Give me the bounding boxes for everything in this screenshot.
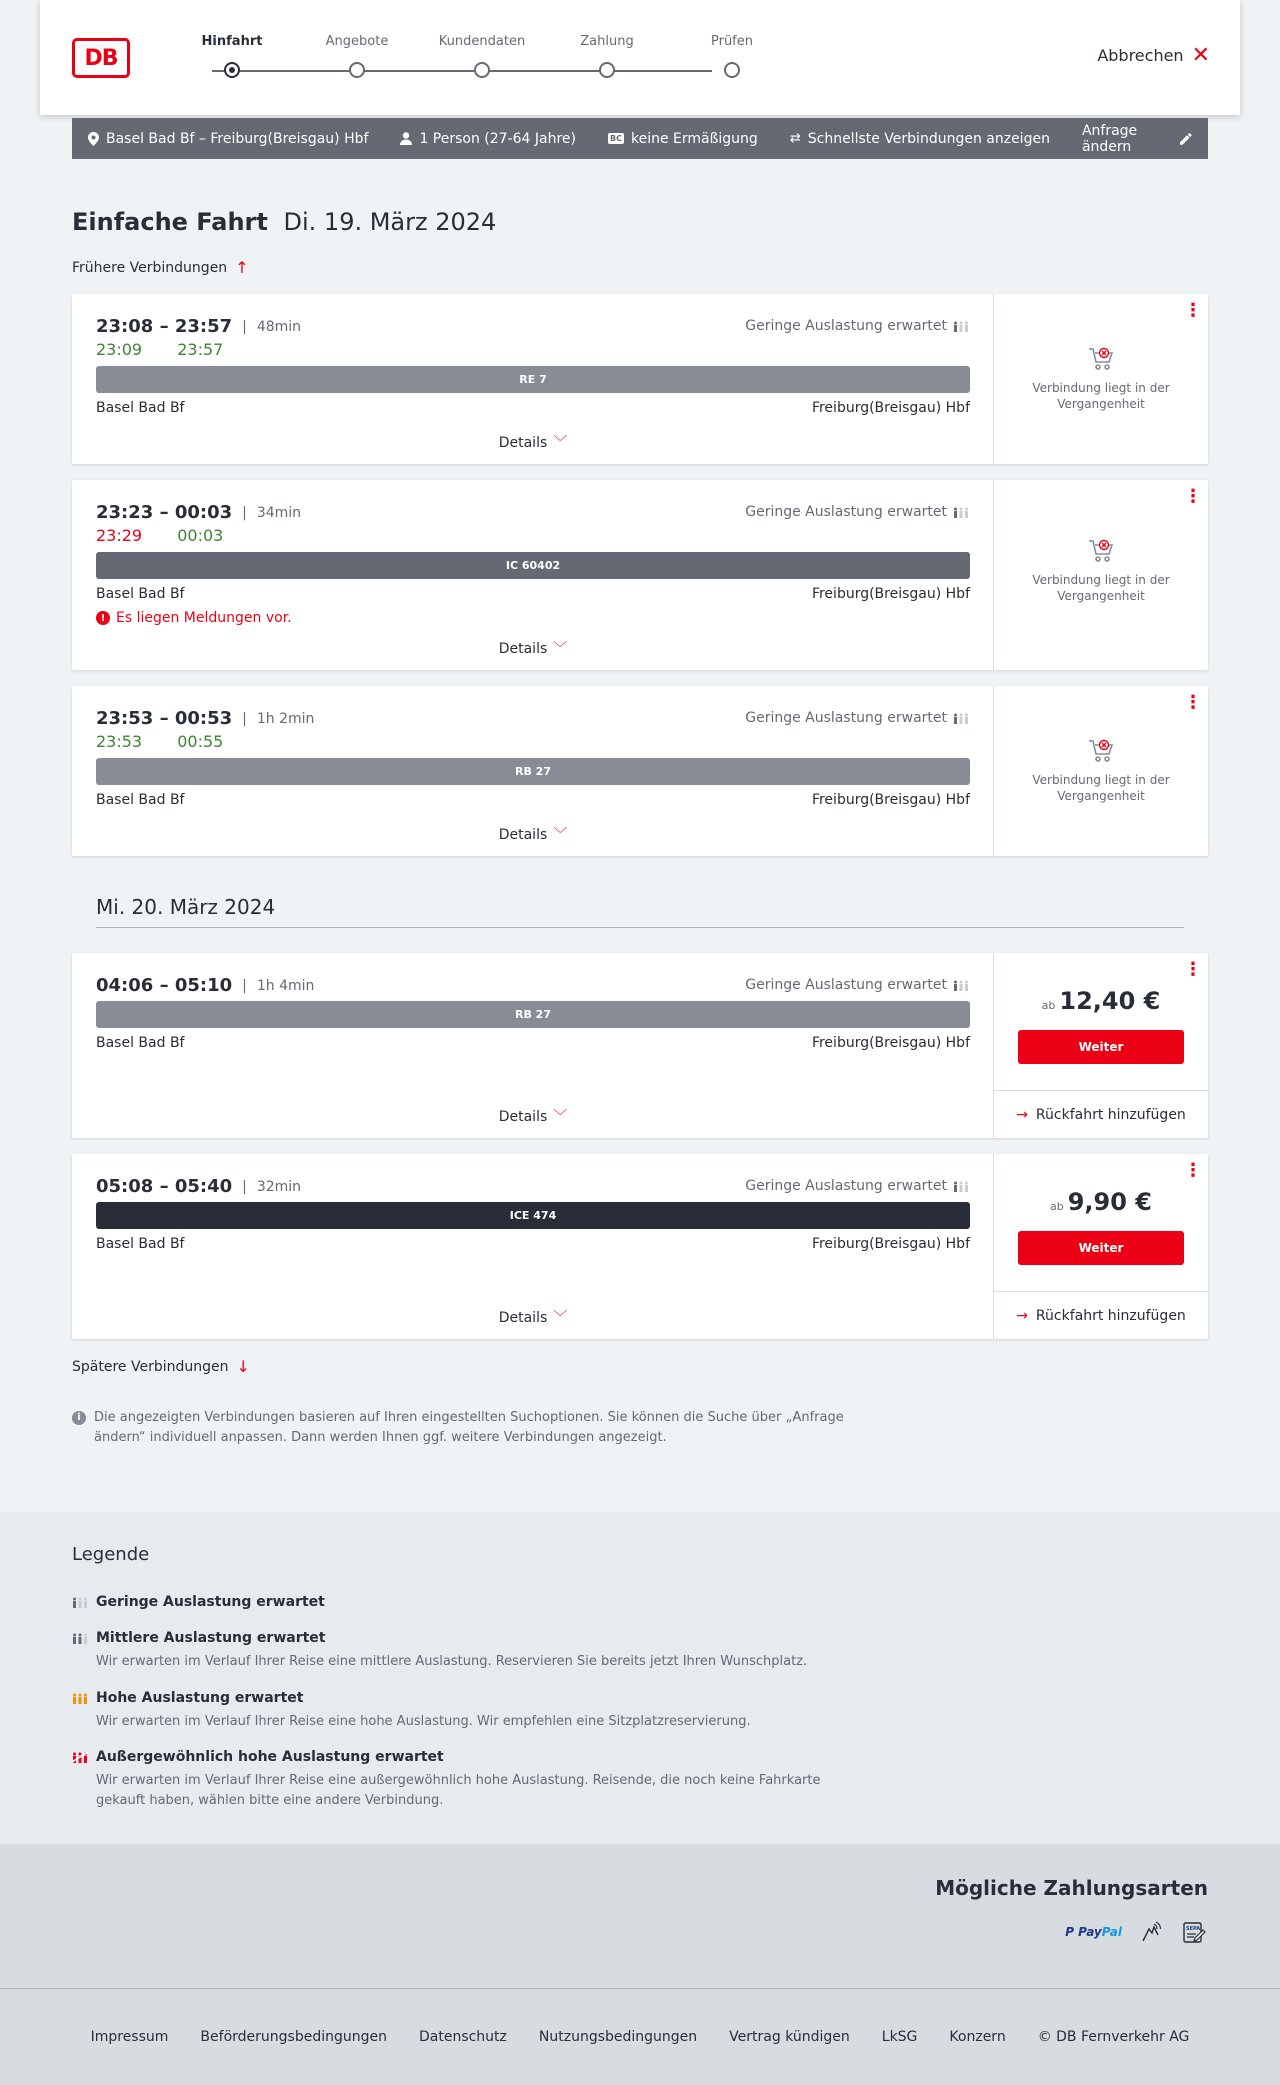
info-icon: i <box>72 1411 86 1425</box>
connection-times: 23:08 – 23:57 | 48min <box>96 316 302 337</box>
trip-date: Di. 19. März 2024 <box>283 208 497 236</box>
summary-route: Basel Bad Bf – Freiburg(Breisgau) Hbf <box>88 131 368 147</box>
step-zahlung <box>557 34 657 54</box>
legend <box>0 1512 1280 1844</box>
connection-main[interactable] <box>72 480 994 670</box>
duration: 1h 2min <box>256 710 315 727</box>
payment-methods <box>0 1844 1280 1988</box>
realtime-departure: 23:29 <box>96 526 143 545</box>
stations <box>96 400 970 416</box>
footer-link-lksg[interactable]: LkSG <box>881 2029 918 2045</box>
copyright: © DB Fernverkehr AG <box>1037 2029 1190 2045</box>
search-info: i Die angezeigten Verbindungen basieren auf Ihren eingestellten Suchoptionen. Sie können die Suche über „Anfrage ändern“ individuell anpassen. Dann werden Ihnen ggf. weitere Verbindungen angezeigt. <box>72 1408 872 1448</box>
details-toggle[interactable]: Details ﹀ <box>498 827 568 843</box>
train-bar[interactable]: RB 27 <box>96 1001 970 1028</box>
chevron-down-icon: ﹀ <box>553 1109 568 1125</box>
from-station: Basel Bad Bf <box>96 792 185 808</box>
footer-link-befoerderungsbedingungen[interactable]: Beförderungsbedingungen <box>200 2029 387 2045</box>
step-hinfahrt[interactable] <box>182 34 282 54</box>
cart-unavailable-icon <box>1087 538 1115 564</box>
db-logo[interactable]: DB <box>72 38 130 78</box>
continue-button[interactable]: Weiter <box>1018 1030 1184 1064</box>
step-dot <box>599 62 615 78</box>
arrow-right-icon: → <box>1016 1307 1028 1324</box>
step-label: Angebote <box>325 34 389 49</box>
footer-link-vertrag-kuendigen[interactable]: Vertrag kündigen <box>729 2029 850 2045</box>
progress-steps <box>182 34 753 84</box>
arrow-up-icon: ↑ <box>235 258 249 277</box>
stations <box>96 1236 970 1252</box>
realtime-arrival: 00:03 <box>177 526 224 545</box>
payment-title: Mögliche Zahlungsarten <box>935 1876 1208 1900</box>
offer-panel <box>994 1154 1208 1339</box>
occupancy-low-icon <box>953 1180 969 1192</box>
step-angebote <box>307 34 407 54</box>
occupancy-low-icon <box>953 320 969 332</box>
close-icon: ✕ <box>1191 42 1210 68</box>
step-label: Kundendaten <box>438 34 526 49</box>
past-connection-message: Verbindung liegt in der Vergangenheit <box>994 538 1208 604</box>
occupancy: Geringe Auslastung erwartet <box>745 1178 969 1194</box>
connection-card <box>72 1154 1208 1339</box>
details-toggle[interactable]: Details ﹀ <box>498 435 568 451</box>
alert-icon: ! <box>96 611 110 625</box>
day-separator: Mi. 20. März 2024 <box>96 895 1184 928</box>
location-pin-icon <box>88 132 99 146</box>
swap-arrows-icon: ⇄ <box>789 131 801 146</box>
cancel-button[interactable] <box>1097 42 1210 68</box>
offer-panel <box>994 953 1208 1138</box>
connection-main[interactable] <box>72 294 994 464</box>
cancel-label: Abbrechen <box>1097 46 1184 65</box>
occupancy-low-icon <box>953 506 969 518</box>
to-station: Freiburg(Breisgau) Hbf <box>811 1035 970 1051</box>
cart-unavailable-icon <box>1087 738 1115 764</box>
disruption-notice: ! Es liegen Meldungen vor. <box>96 610 292 626</box>
add-return-trip-button[interactable]: → Rückfahrt hinzufügen <box>994 1291 1208 1339</box>
realtime <box>96 340 253 359</box>
search-summary-bar <box>72 118 1208 159</box>
change-request-button[interactable]: Anfrage ändern <box>1082 123 1192 155</box>
step-kundendaten <box>432 34 532 54</box>
occupancy-mid-icon <box>72 1632 88 1644</box>
connection-times: 04:06 – 05:10 | 1h 4min <box>96 975 315 996</box>
price: ab 9,90 € <box>1049 1188 1152 1216</box>
summary-discount: BC keine Ermäßigung <box>610 130 758 147</box>
more-options-icon[interactable]: ⋮ <box>1184 300 1202 321</box>
legend-item: Mittlere Auslastung erwartet Wir erwarten im Verlauf Ihrer Reise eine mittlere Auslastung. Reservieren Sie bereits jetzt Ihren Wunschplatz. <box>72 1630 872 1672</box>
footer-link-datenschutz[interactable]: Datenschutz <box>418 2029 507 2045</box>
to-station: Freiburg(Breisgau) Hbf <box>811 792 970 808</box>
occupancy-high-icon <box>72 1692 88 1704</box>
stations <box>96 586 970 602</box>
progress-line <box>212 70 712 72</box>
chevron-down-icon: ﹀ <box>553 435 568 451</box>
footer-link-konzern[interactable]: Konzern <box>949 2029 1006 2045</box>
more-options-icon[interactable]: ⋮ <box>1184 959 1202 980</box>
duration: 48min <box>256 318 302 335</box>
step-dot <box>224 62 240 78</box>
more-options-icon[interactable]: ⋮ <box>1184 486 1202 507</box>
realtime <box>96 732 253 751</box>
train-bar[interactable]: IC 60402 <box>96 552 970 579</box>
connection-main[interactable] <box>72 686 994 856</box>
occupancy: Geringe Auslastung erwartet <box>745 977 969 993</box>
from-station: Basel Bad Bf <box>96 1035 185 1051</box>
details-toggle[interactable]: Details ﹀ <box>498 1109 568 1125</box>
connection-times: 23:53 – 00:53 | 1h 2min <box>96 708 315 729</box>
duration: 1h 4min <box>256 977 315 994</box>
duration: 32min <box>256 1178 302 1195</box>
realtime-arrival: 00:55 <box>177 732 224 751</box>
connection-card <box>72 294 1208 464</box>
realtime <box>96 526 253 545</box>
connection-card <box>72 953 1208 1138</box>
sepa-direct-debit-icon <box>1182 1920 1208 1944</box>
realtime-arrival: 23:57 <box>177 340 224 359</box>
connection-times: 05:08 – 05:40 | 32min <box>96 1176 302 1197</box>
pencil-icon <box>1180 132 1192 146</box>
footer-link-impressum[interactable]: Impressum <box>90 2029 169 2045</box>
past-connection-message: Verbindung liegt in der Vergangenheit <box>994 738 1208 804</box>
connection-main[interactable] <box>72 1154 994 1339</box>
connection-card <box>72 480 1208 670</box>
offer-panel <box>994 686 1208 856</box>
arrow-down-icon: ↓ <box>236 1357 250 1376</box>
step-dot <box>349 62 365 78</box>
occupancy: Geringe Auslastung erwartet <box>745 504 969 520</box>
details-toggle[interactable]: Details ﹀ <box>498 641 568 657</box>
credit-card-contactless-icon <box>1140 1920 1164 1944</box>
train-bar[interactable]: RB 27 <box>96 758 970 785</box>
occupancy-low-icon <box>72 1596 88 1608</box>
chevron-down-icon: ﹀ <box>553 1310 568 1326</box>
to-station: Freiburg(Breisgau) Hbf <box>811 1236 970 1252</box>
add-return-trip-button[interactable]: → Rückfahrt hinzufügen <box>994 1090 1208 1138</box>
step-dot <box>724 62 740 78</box>
to-station: Freiburg(Breisgau) Hbf <box>811 400 970 416</box>
legend-item: Hohe Auslastung erwartet Wir erwarten im Verlauf Ihrer Reise eine hohe Auslastung. Wir empfehlen eine Sitzplatzreservierung. <box>72 1690 872 1732</box>
stations <box>96 1035 970 1051</box>
more-options-icon[interactable]: ⋮ <box>1184 692 1202 713</box>
to-station: Freiburg(Breisgau) Hbf <box>811 586 970 602</box>
chevron-down-icon: ﹀ <box>553 641 568 657</box>
connection-card <box>72 686 1208 856</box>
price: ab 12,40 € <box>1041 987 1161 1015</box>
footer-link-nutzungsbedingungen[interactable]: Nutzungsbedingungen <box>538 2029 698 2045</box>
realtime-departure: 23:09 <box>96 340 143 359</box>
more-options-icon[interactable]: ⋮ <box>1184 1160 1202 1181</box>
stations <box>96 792 970 808</box>
paypal-icon: P PayPal <box>1065 1925 1122 1939</box>
step-pruefen <box>682 34 782 54</box>
connection-times: 23:23 – 00:03 | 34min <box>96 502 302 523</box>
page-title <box>72 208 496 236</box>
from-station: Basel Bad Bf <box>96 586 185 602</box>
train-bar[interactable]: ICE 474 <box>96 1202 970 1229</box>
legend-item: Geringe Auslastung erwartet <box>72 1594 872 1610</box>
details-toggle[interactable]: Details ﹀ <box>498 1310 568 1326</box>
from-station: Basel Bad Bf <box>96 1236 185 1252</box>
occupancy-extreme-icon <box>72 1751 88 1763</box>
occupancy-low-icon <box>953 979 969 991</box>
step-label: Zahlung <box>580 34 634 49</box>
cart-unavailable-icon <box>1087 346 1115 372</box>
arrow-right-icon: → <box>1016 1106 1028 1123</box>
legend-title: Legende <box>72 1544 150 1565</box>
occupancy: Geringe Auslastung erwartet <box>745 710 969 726</box>
duration: 34min <box>256 504 302 521</box>
svg-text:SEPA: SEPA <box>1186 1926 1201 1932</box>
footer <box>0 1988 1280 2085</box>
summary-persons: 1 Person (27-64 Jahre) <box>400 131 576 147</box>
from-station: Basel Bad Bf <box>96 400 185 416</box>
person-icon <box>400 132 412 145</box>
train-bar[interactable]: RE 7 <box>96 366 970 393</box>
trip-type: Einfache Fahrt <box>72 208 268 236</box>
continue-button[interactable]: Weiter <box>1018 1231 1184 1265</box>
occupancy-low-icon <box>953 712 969 724</box>
connection-main[interactable] <box>72 953 994 1138</box>
step-label: Prüfen <box>710 34 753 49</box>
past-connection-message: Verbindung liegt in der Vergangenheit <box>994 346 1208 412</box>
summary-option: ⇄ Schnellste Verbindungen anzeigen <box>789 130 1050 147</box>
step-label: Hinfahrt <box>201 34 263 49</box>
bahncard-icon: BC <box>610 134 622 143</box>
later-connections-link[interactable]: Spätere Verbindungen ↓ <box>72 1357 250 1376</box>
realtime-departure: 23:53 <box>96 732 143 751</box>
offer-panel <box>994 294 1208 464</box>
legend-item: Außergewöhnlich hohe Auslastung erwartet Wir erwarten im Verlauf Ihrer Reise eine außergewöhnlich hohe Auslastung. Reisende, die noch keine Fahrkarte gekauft haben, wählen bitte eine andere Verbindung. <box>72 1749 872 1811</box>
chevron-down-icon: ﹀ <box>553 827 568 843</box>
header <box>40 0 1240 115</box>
occupancy: Geringe Auslastung erwartet <box>745 318 969 334</box>
offer-panel <box>994 480 1208 670</box>
step-dot <box>474 62 490 78</box>
earlier-connections-link[interactable]: Frühere Verbindungen ↑ <box>72 258 249 277</box>
payment-icons <box>1065 1920 1208 1944</box>
